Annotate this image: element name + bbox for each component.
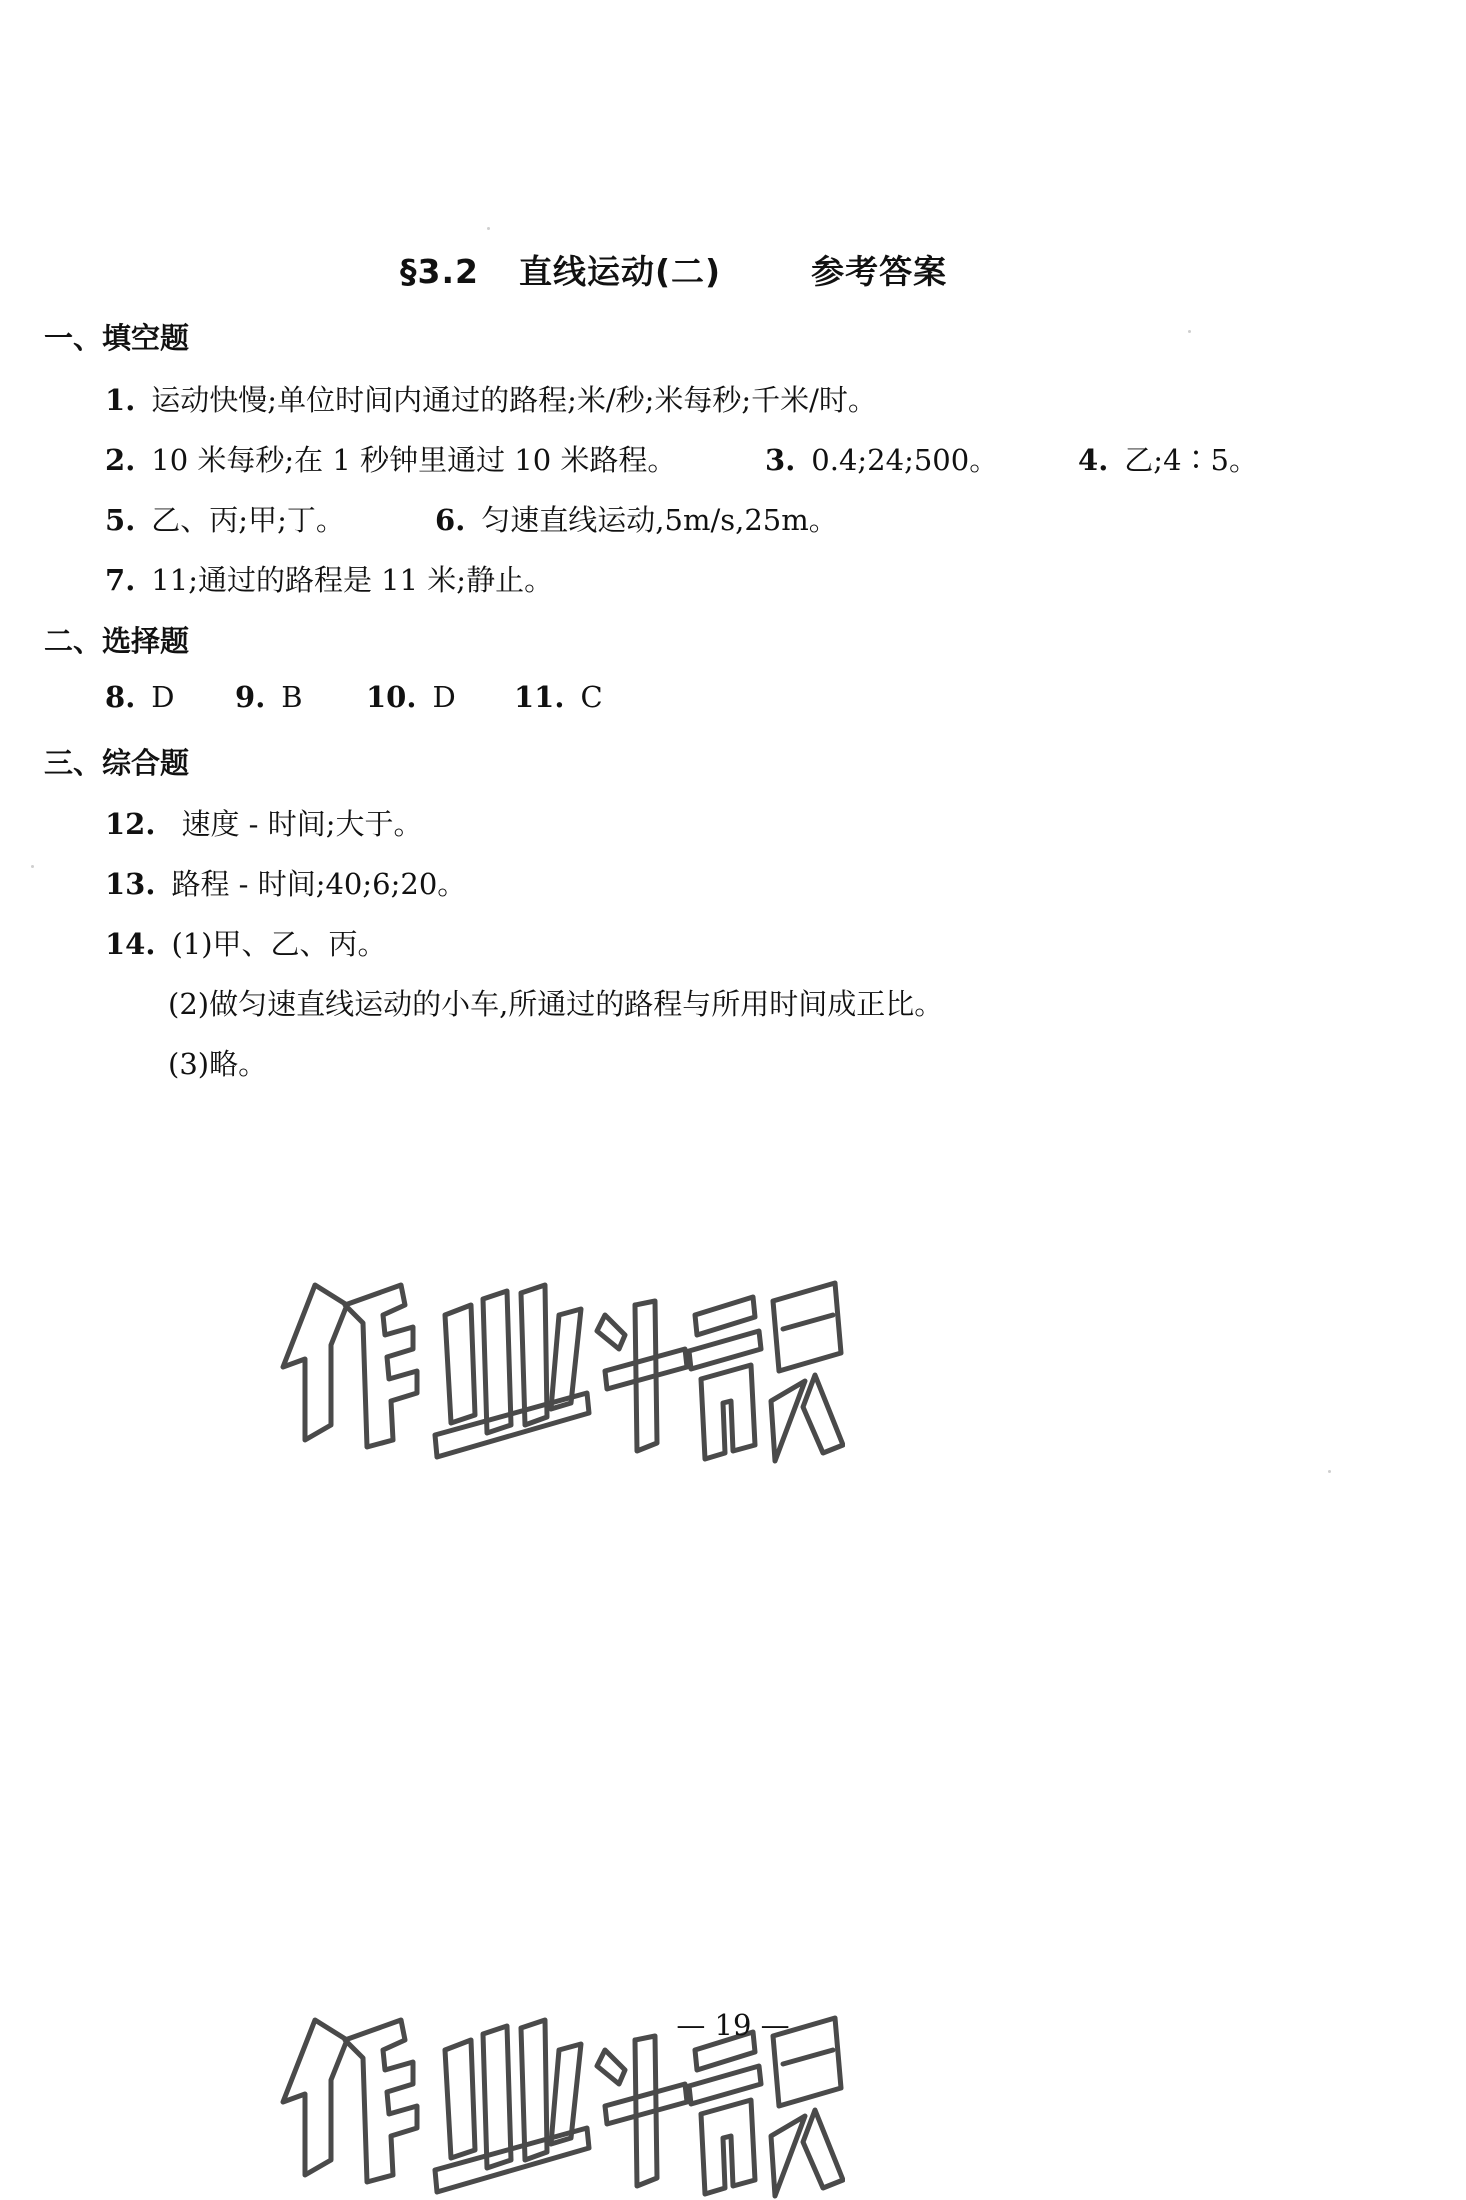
answer-line <box>105 680 603 714</box>
answer-text: 乙;4∶5。 <box>1124 443 1258 477</box>
answer-item: 1 . 运动快慢;单位时间内通过的路程;米/秒;米每秒;千米/时。 <box>105 378 877 419</box>
answer-item: 4 . 乙;4∶5。 <box>1078 438 1258 479</box>
answer-line <box>105 922 387 963</box>
question-number: 11 <box>514 680 555 714</box>
answer-text: (1)甲、乙、丙。 <box>171 927 387 961</box>
answer-line <box>105 438 1258 479</box>
answer-item: 5 . 乙、丙;甲;丁。 <box>105 498 435 539</box>
answer-line <box>168 1042 267 1083</box>
answer-line <box>105 378 877 419</box>
answer-item: 9 . B <box>235 680 303 714</box>
page-number: — 19 — <box>676 2008 790 2042</box>
title-name: 直线运动(二) <box>518 252 722 291</box>
question-number: 5 <box>105 503 126 537</box>
page-title <box>400 246 947 293</box>
answer-item: 2 . 10 米每秒;在 1 秒钟里通过 10 米路程。 <box>105 438 765 479</box>
answer-text: C <box>580 680 603 714</box>
answer-text: 速度 - 时间;大于。 <box>181 807 423 841</box>
question-number: 3 <box>765 443 786 477</box>
answer-item: 6 . 匀速直线运动,5m/s,25m。 <box>435 498 838 539</box>
answer-text: 10 米每秒;在 1 秒钟里通过 10 米路程。 <box>151 443 677 477</box>
answer-text: (2)做匀速直线运动的小车,所通过的路程与所用时间成正比。 <box>168 987 944 1021</box>
title-suffix: 参考答案 <box>811 252 948 291</box>
question-number: 2 <box>105 443 126 477</box>
answer-item: 11 . C <box>514 680 603 714</box>
answer-item: 10 . D <box>366 680 456 714</box>
answer-text: B <box>281 680 303 714</box>
answer-item: 12 . 速度 - 时间;大于。 <box>105 802 422 843</box>
question-number: 4 <box>1078 443 1099 477</box>
section-heading-comprehensive: 三、综合题 <box>44 746 190 780</box>
answer-text: D <box>432 680 456 714</box>
answer-text: 乙、丙;甲;丁。 <box>151 503 345 537</box>
question-number: 1 <box>105 383 126 417</box>
answer-item: 14 . (1)甲、乙、丙。 <box>105 922 387 963</box>
answer-line <box>105 862 466 903</box>
question-number: 12 <box>105 807 146 841</box>
answer-text: 路程 - 时间;40;6;20。 <box>171 867 467 901</box>
answer-line <box>105 802 422 843</box>
section-heading-fill-in: 一、填空题 <box>44 321 190 355</box>
answer-item: 8 . D <box>105 680 175 714</box>
question-number: 6 <box>435 503 456 537</box>
answer-line <box>168 982 943 1023</box>
answer-text: (3)略。 <box>168 1047 268 1081</box>
question-number: 14 <box>105 927 146 961</box>
answer-text: 11;通过的路程是 11 米;静止。 <box>151 563 554 597</box>
question-number: 13 <box>105 867 146 901</box>
question-number: 7 <box>105 563 126 597</box>
answer-line <box>105 498 838 539</box>
question-number: 8 <box>105 680 126 714</box>
answer-item: 7 . 11;通过的路程是 11 米;静止。 <box>105 558 553 599</box>
answer-line <box>105 558 553 599</box>
watermark-logo <box>275 1275 845 1465</box>
answer-text: 运动快慢;单位时间内通过的路程;米/秒;米每秒;千米/时。 <box>151 383 877 417</box>
answer-text: D <box>151 680 175 714</box>
answer-item: 13 . 路程 - 时间;40;6;20。 <box>105 862 466 903</box>
section-number: §3.2 <box>400 252 479 291</box>
answer-item: 3 . 0.4;24;500。 <box>765 438 1078 479</box>
answer-text: 匀速直线运动,5m/s,25m。 <box>481 503 838 537</box>
question-number: 9 <box>235 680 256 714</box>
section-heading-multiple-choice: 二、选择题 <box>44 624 190 658</box>
answer-text: 0.4;24;500。 <box>811 443 999 477</box>
question-number: 10 <box>366 680 407 714</box>
